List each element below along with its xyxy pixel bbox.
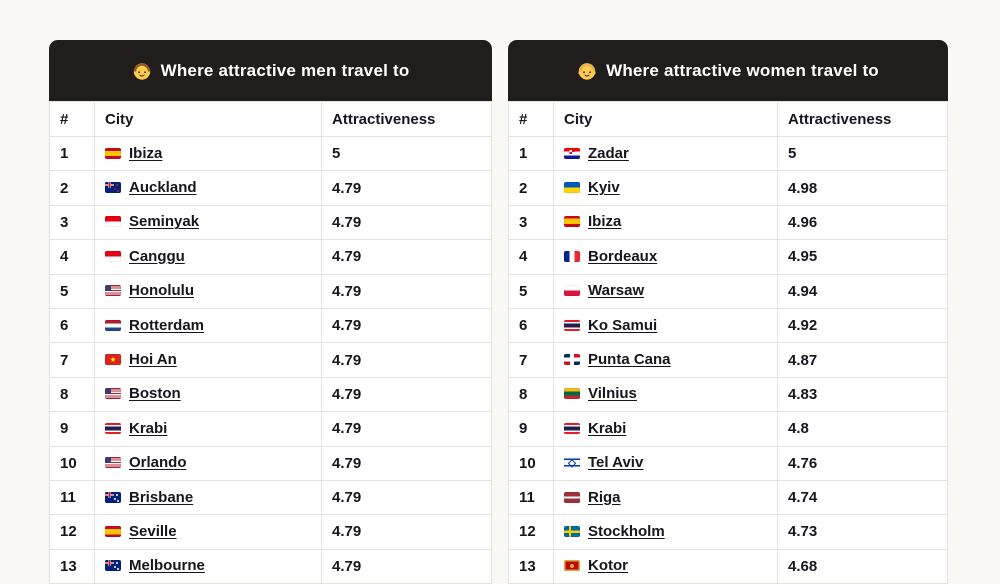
score-cell: 4.79 (322, 343, 492, 377)
table-row (509, 377, 948, 411)
city-column-header: City (95, 102, 322, 137)
city-link[interactable]: Punta Cana (588, 351, 671, 369)
score-cell: 4.79 (322, 171, 492, 205)
rank-cell: 1 (50, 137, 95, 171)
rank-cell: 6 (509, 308, 554, 342)
city-link[interactable]: Melbourne (129, 557, 205, 575)
city-link[interactable]: Hoi An (129, 351, 177, 369)
women-table-header (508, 40, 948, 101)
rank-cell: 10 (509, 446, 554, 480)
city-wrap (564, 248, 657, 265)
rank-cell: 1 (509, 137, 554, 171)
city-cell (95, 171, 322, 205)
france-flag (564, 251, 580, 262)
city-wrap (105, 282, 194, 299)
thailand-flag (105, 423, 121, 434)
australia-flag (105, 492, 121, 503)
thailand-flag (564, 320, 580, 331)
city-wrap (105, 454, 187, 471)
city-wrap (564, 420, 626, 437)
city-wrap (105, 179, 197, 196)
table-row (509, 446, 948, 480)
men-table-card (49, 40, 492, 584)
rank-cell: 9 (50, 412, 95, 446)
table-row (50, 480, 492, 514)
city-link[interactable]: Orlando (129, 454, 187, 472)
score-cell: 5 (778, 137, 948, 171)
rank-column-header: # (50, 102, 95, 137)
city-cell (95, 446, 322, 480)
city-wrap (564, 385, 637, 402)
rank-cell: 3 (509, 205, 554, 239)
latvia-flag (564, 492, 580, 503)
dominican-republic-flag (564, 354, 580, 365)
city-wrap (564, 489, 621, 506)
score-cell: 4.74 (778, 480, 948, 514)
score-cell: 4.79 (322, 480, 492, 514)
city-cell (554, 480, 778, 514)
score-cell: 4.87 (778, 343, 948, 377)
city-wrap (105, 385, 181, 402)
spain-flag (105, 526, 121, 537)
table-row (509, 515, 948, 549)
rank-cell: 2 (509, 171, 554, 205)
city-link[interactable]: Ibiza (588, 213, 622, 231)
rank-cell: 12 (50, 515, 95, 549)
score-cell: 4.79 (322, 240, 492, 274)
city-wrap (105, 489, 193, 506)
city-link[interactable]: Tel Aviv (588, 454, 644, 472)
city-cell (95, 480, 322, 514)
rank-cell: 8 (509, 377, 554, 411)
city-wrap (105, 317, 204, 334)
rank-cell: 7 (50, 343, 95, 377)
city-wrap (564, 523, 665, 540)
men-table-body (50, 137, 492, 584)
table-row (50, 377, 492, 411)
city-link[interactable]: Kyiv (588, 179, 620, 197)
city-link[interactable]: Kotor (588, 557, 628, 575)
score-cell: 4.83 (778, 377, 948, 411)
city-link[interactable]: Canggu (129, 247, 185, 265)
city-cell (554, 343, 778, 377)
city-cell (95, 205, 322, 239)
score-cell: 4.79 (322, 308, 492, 342)
city-wrap (564, 145, 629, 162)
table-row (509, 137, 948, 171)
score-cell: 4.94 (778, 274, 948, 308)
thailand-flag (564, 423, 580, 434)
score-cell: 4.68 (778, 549, 948, 583)
city-link[interactable]: Seville (129, 522, 177, 540)
woman-emoji-icon (577, 61, 597, 81)
men-table-header (49, 40, 492, 101)
score-cell: 4.79 (322, 205, 492, 239)
rank-cell: 3 (50, 205, 95, 239)
spain-flag (564, 216, 580, 227)
city-link[interactable]: Brisbane (129, 488, 194, 506)
city-cell (554, 274, 778, 308)
city-cell (554, 412, 778, 446)
indonesia-flag (105, 251, 121, 262)
women-table (508, 101, 948, 584)
city-link[interactable]: Zadar (588, 144, 629, 162)
city-link[interactable]: Stockholm (588, 522, 665, 540)
city-link[interactable]: Vilnius (588, 385, 637, 403)
city-wrap (564, 213, 621, 230)
rank-cell: 8 (50, 377, 95, 411)
score-cell: 4.79 (322, 274, 492, 308)
rank-cell: 4 (509, 240, 554, 274)
score-cell: 4.98 (778, 171, 948, 205)
score-cell: 4.96 (778, 205, 948, 239)
israel-flag (564, 457, 580, 468)
rank-cell: 5 (509, 274, 554, 308)
city-cell (95, 412, 322, 446)
rank-cell: 5 (50, 274, 95, 308)
city-link[interactable]: Riga (588, 488, 621, 506)
rank-cell: 13 (509, 549, 554, 583)
netherlands-flag (105, 320, 121, 331)
table-row (509, 171, 948, 205)
table-row (50, 549, 492, 583)
city-cell (554, 240, 778, 274)
city-link[interactable]: Warsaw (588, 282, 645, 300)
score-cell: 4.92 (778, 308, 948, 342)
men-table-header-row (50, 102, 492, 137)
rank-cell: 11 (50, 480, 95, 514)
city-cell (95, 377, 322, 411)
lithuania-flag (564, 388, 580, 399)
city-cell (554, 549, 778, 583)
table-row (509, 480, 948, 514)
city-wrap (105, 351, 177, 368)
city-cell (554, 171, 778, 205)
rank-cell: 10 (50, 446, 95, 480)
sweden-flag (564, 526, 580, 537)
table-row (509, 240, 948, 274)
table-row (50, 240, 492, 274)
city-link[interactable]: Ko Samui (588, 316, 658, 334)
city-link[interactable]: Ibiza (129, 144, 163, 162)
ukraine-flag (564, 182, 580, 193)
men-table-title: Where attractive men travel to (160, 60, 410, 80)
city-wrap (564, 179, 620, 196)
table-row (509, 205, 948, 239)
city-wrap (105, 420, 167, 437)
table-row (50, 137, 492, 171)
table-row (50, 205, 492, 239)
table-row (509, 412, 948, 446)
women-table-header-row (509, 102, 948, 137)
table-row (50, 343, 492, 377)
city-cell (554, 137, 778, 171)
city-cell (554, 377, 778, 411)
united-states-flag (105, 388, 121, 399)
table-row (50, 412, 492, 446)
score-cell: 4.73 (778, 515, 948, 549)
city-cell (95, 515, 322, 549)
table-row (50, 308, 492, 342)
table-row (50, 515, 492, 549)
table-row (509, 343, 948, 377)
montenegro-flag (564, 560, 580, 571)
city-link[interactable]: Boston (129, 385, 181, 403)
city-cell (95, 343, 322, 377)
rank-cell: 12 (509, 515, 554, 549)
score-cell: 4.79 (322, 515, 492, 549)
score-cell: 4.79 (322, 412, 492, 446)
city-wrap (564, 351, 671, 368)
poland-flag (564, 285, 580, 296)
score-cell: 4.76 (778, 446, 948, 480)
table-row (509, 549, 948, 583)
rank-cell: 9 (509, 412, 554, 446)
score-cell: 4.79 (322, 549, 492, 583)
rank-cell: 4 (50, 240, 95, 274)
city-cell (95, 137, 322, 171)
united-states-flag (105, 285, 121, 296)
australia-flag (105, 560, 121, 571)
city-cell (95, 274, 322, 308)
men-table (49, 101, 492, 584)
vietnam-flag (105, 354, 121, 365)
city-link[interactable]: Krabi (129, 419, 168, 437)
city-link[interactable]: Auckland (129, 179, 197, 197)
man-emoji-icon (132, 61, 152, 81)
women-table-body (509, 137, 948, 584)
table-row (50, 274, 492, 308)
city-cell (554, 515, 778, 549)
city-cell (95, 549, 322, 583)
women-table-card (508, 40, 948, 584)
rank-column-header: # (509, 102, 554, 137)
score-cell: 4.95 (778, 240, 948, 274)
rank-cell: 2 (50, 171, 95, 205)
rank-cell: 13 (50, 549, 95, 583)
rank-cell: 11 (509, 480, 554, 514)
city-cell (554, 205, 778, 239)
women-table-title: Where attractive women travel to (606, 60, 879, 80)
city-link[interactable]: Seminyak (129, 213, 200, 231)
city-wrap (105, 213, 199, 230)
city-cell (95, 308, 322, 342)
city-wrap (564, 317, 657, 334)
table-row (50, 446, 492, 480)
united-states-flag (105, 457, 121, 468)
city-column-header: City (554, 102, 778, 137)
city-wrap (564, 454, 643, 471)
city-link[interactable]: Rotterdam (129, 316, 205, 334)
score-cell: 4.8 (778, 412, 948, 446)
rank-cell: 6 (50, 308, 95, 342)
city-wrap (564, 282, 644, 299)
new-zealand-flag (105, 182, 121, 193)
score-cell: 4.79 (322, 446, 492, 480)
table-row (509, 274, 948, 308)
city-cell (95, 240, 322, 274)
city-cell (554, 446, 778, 480)
score-cell: 4.79 (322, 377, 492, 411)
city-link[interactable]: Bordeaux (588, 247, 658, 265)
city-wrap (105, 523, 177, 540)
indonesia-flag (105, 216, 121, 227)
city-cell (554, 308, 778, 342)
city-wrap (105, 248, 185, 265)
table-row (50, 171, 492, 205)
city-wrap (105, 145, 162, 162)
rank-cell: 7 (509, 343, 554, 377)
table-row (509, 308, 948, 342)
score-column-header: Attractiveness (778, 102, 948, 137)
score-cell: 5 (322, 137, 492, 171)
score-column-header: Attractiveness (322, 102, 492, 137)
croatia-flag (564, 148, 580, 159)
city-link[interactable]: Krabi (588, 419, 627, 437)
spain-flag (105, 148, 121, 159)
city-link[interactable]: Honolulu (129, 282, 194, 300)
